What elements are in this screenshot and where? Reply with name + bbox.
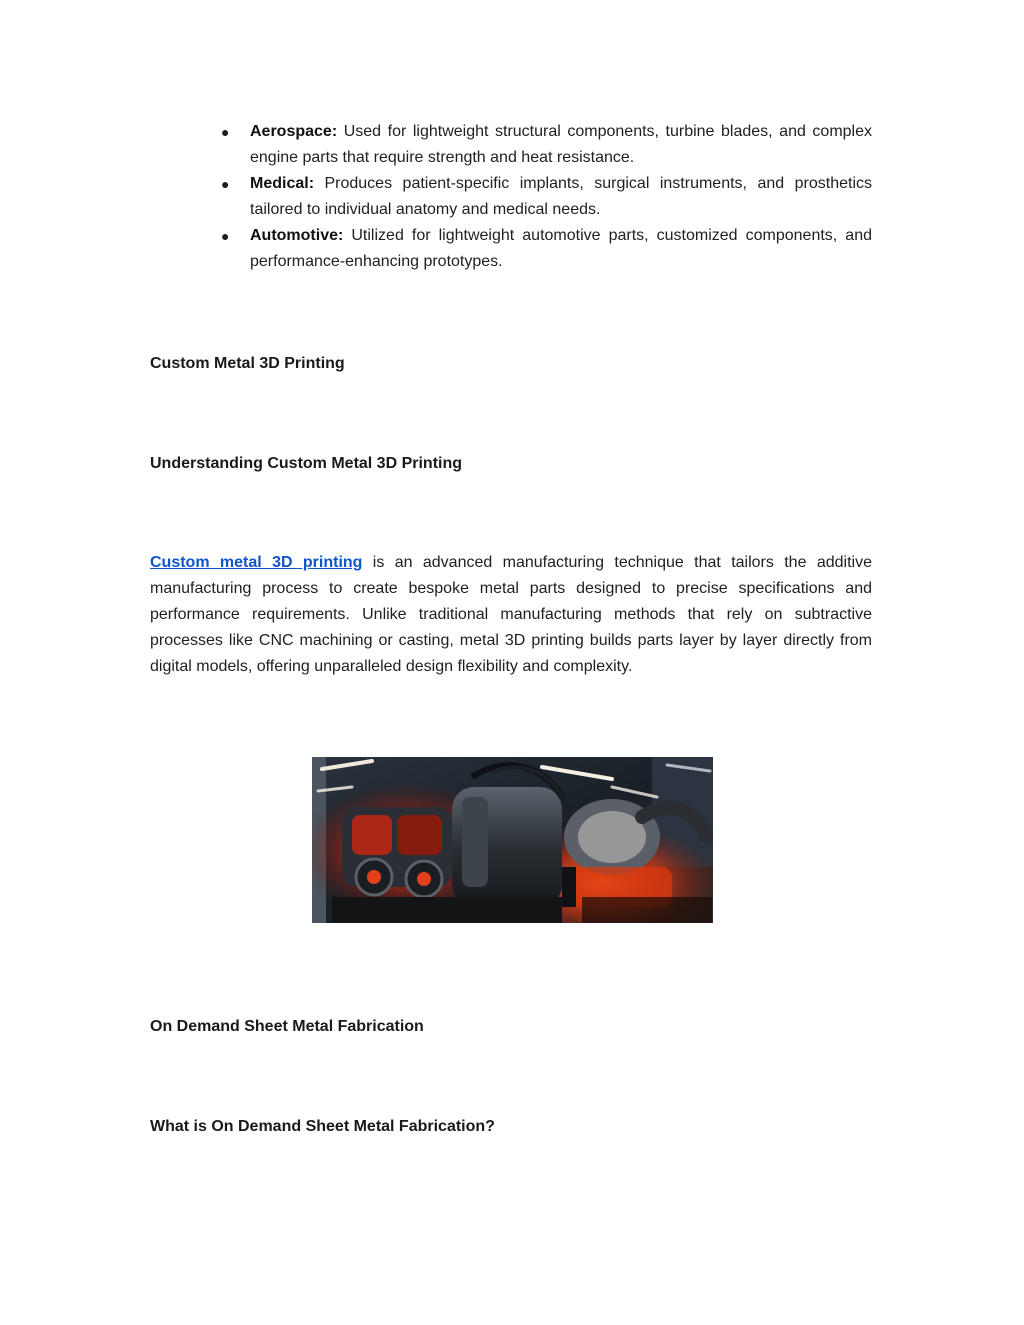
- bullet-text: Utilized for lightweight automotive parts, customized components, and performance-enhancing prototypes.: [250, 227, 872, 270]
- custom-metal-3d-printing-link[interactable]: Custom metal 3D printing: [150, 554, 363, 571]
- bullet-text: Produces patient-specific implants, surgical instruments, and prosthetics tailored to individual anatomy and medical needs.: [250, 175, 872, 218]
- bullet-term: Aerospace:: [250, 123, 338, 140]
- bullet-term: Automotive:: [250, 227, 344, 244]
- bullet-aerospace: [221, 119, 872, 171]
- bullet-dot-icon: ●: [221, 124, 230, 140]
- industrial-robot-image: [312, 757, 713, 923]
- heading-on-demand-sheet-metal: On Demand Sheet Metal Fabrication: [150, 1018, 424, 1035]
- bullet-dot-icon: ●: [221, 228, 230, 244]
- industry-bullet-list: [221, 119, 872, 275]
- heading-custom-metal-3d-printing: Custom Metal 3D Printing: [150, 355, 345, 372]
- bullet-text: Used for lightweight structural components, turbine blades, and complex engine parts that require strength and heat resistance.: [250, 123, 872, 166]
- paragraph-body: is an advanced manufacturing technique that tailors the additive manufacturing process to create bespoke metal parts designed to precise specifications and performance requirements. Unlike traditional manufacturing methods that rely on subtractive processes like CNC machining or casting, metal 3D printing builds parts layer by layer directly from digital models, offering unparalleled design flexibility and complexity.: [150, 554, 872, 675]
- bullet-term: Medical:: [250, 175, 315, 192]
- heading-understanding-custom-metal: Understanding Custom Metal 3D Printing: [150, 455, 463, 472]
- bullet-dot-icon: ●: [221, 176, 230, 192]
- heading-what-is-on-demand: What is On Demand Sheet Metal Fabrication?: [150, 1118, 495, 1135]
- paragraph-custom-metal-intro: [150, 550, 872, 680]
- bullet-medical: [221, 171, 872, 223]
- bullet-automotive: [221, 223, 872, 275]
